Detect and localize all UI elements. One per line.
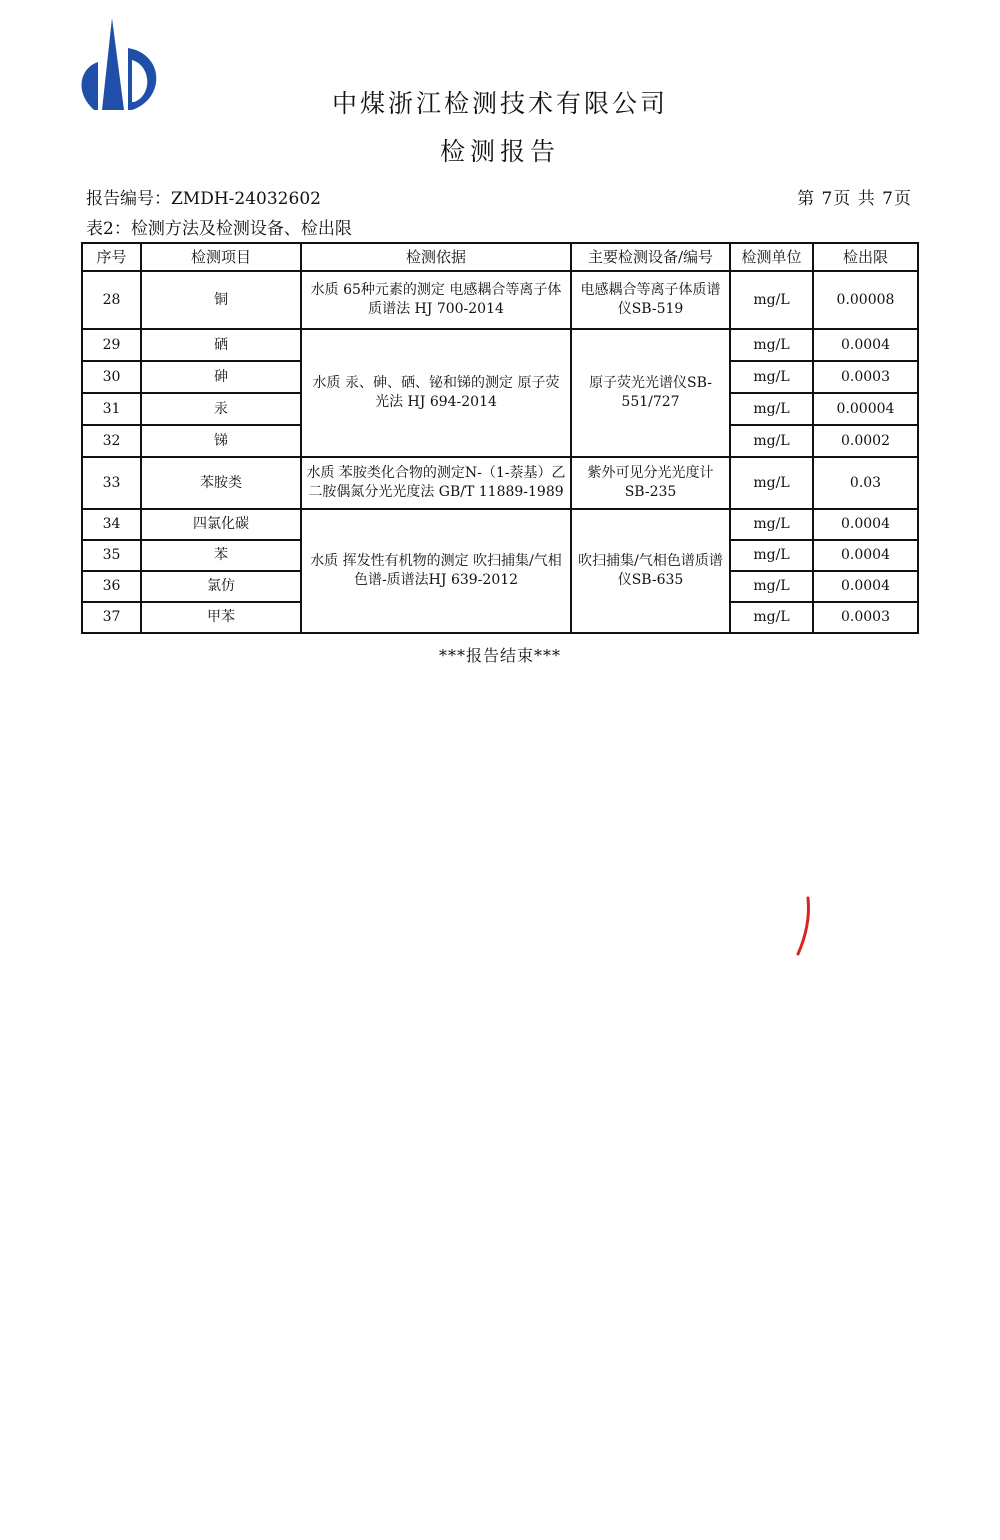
cell-no: 33 bbox=[82, 457, 141, 509]
table-caption: 表2：检测方法及检测设备、检出限 bbox=[86, 219, 352, 239]
cell-item: 氯仿 bbox=[141, 571, 301, 602]
col-header-equipment: 主要检测设备/编号 bbox=[571, 243, 730, 271]
cell-item: 硒 bbox=[141, 329, 301, 361]
cell-limit: 0.0004 bbox=[813, 571, 918, 602]
cell-limit: 0.0002 bbox=[813, 425, 918, 457]
cell-equipment: 紫外可见分光光度计SB-235 bbox=[571, 457, 730, 509]
cell-unit: mg/L bbox=[730, 540, 813, 571]
table-row bbox=[82, 329, 918, 361]
page-indicator: 第 7页 共 7页 bbox=[797, 189, 912, 209]
table-row bbox=[82, 271, 918, 329]
cell-no: 28 bbox=[82, 271, 141, 329]
cell-limit: 0.00004 bbox=[813, 393, 918, 425]
cell-no: 36 bbox=[82, 571, 141, 602]
cell-unit: mg/L bbox=[730, 457, 813, 509]
cell-item: 锑 bbox=[141, 425, 301, 457]
cell-item: 苯胺类 bbox=[141, 457, 301, 509]
cell-unit: mg/L bbox=[730, 425, 813, 457]
table-header-row bbox=[82, 243, 918, 271]
cell-item: 汞 bbox=[141, 393, 301, 425]
col-header-item: 检测项目 bbox=[141, 243, 301, 271]
cell-limit: 0.0003 bbox=[813, 602, 918, 633]
table-row bbox=[82, 457, 918, 509]
cell-no: 34 bbox=[82, 509, 141, 540]
cell-item: 苯 bbox=[141, 540, 301, 571]
col-header-limit: 检出限 bbox=[813, 243, 918, 271]
cell-limit: 0.0003 bbox=[813, 361, 918, 393]
cell-basis: 水质 65种元素的测定 电感耦合等离子体质谱法 HJ 700-2014 bbox=[301, 271, 571, 329]
cell-unit: mg/L bbox=[730, 571, 813, 602]
cell-no: 35 bbox=[82, 540, 141, 571]
company-name: 中煤浙江检测技术有限公司 bbox=[331, 89, 668, 118]
cell-limit: 0.0004 bbox=[813, 329, 918, 361]
cell-basis: 水质 挥发性有机物的测定 吹扫捕集/气相色谱-质谱法HJ 639-2012 bbox=[301, 509, 571, 633]
cell-item: 甲苯 bbox=[141, 602, 301, 633]
col-header-basis: 检测依据 bbox=[301, 243, 571, 271]
cell-unit: mg/L bbox=[730, 271, 813, 329]
cell-no: 29 bbox=[82, 329, 141, 361]
cell-limit: 0.00008 bbox=[813, 271, 918, 329]
cell-unit: mg/L bbox=[730, 509, 813, 540]
cell-limit: 0.03 bbox=[813, 457, 918, 509]
table-row bbox=[82, 509, 918, 540]
cell-limit: 0.0004 bbox=[813, 509, 918, 540]
cell-item: 铜 bbox=[141, 271, 301, 329]
cell-equipment: 电感耦合等离子体质谱仪SB-519 bbox=[571, 271, 730, 329]
report-title: 检测报告 bbox=[439, 137, 560, 166]
cell-unit: mg/L bbox=[730, 361, 813, 393]
cell-no: 32 bbox=[82, 425, 141, 457]
report-end-marker: ***报告结束*** bbox=[438, 646, 561, 665]
col-header-no: 序号 bbox=[82, 243, 141, 271]
cell-no: 37 bbox=[82, 602, 141, 633]
cell-equipment: 原子荧光光谱仪SB-551/727 bbox=[571, 329, 730, 457]
cell-unit: mg/L bbox=[730, 602, 813, 633]
cell-no: 31 bbox=[82, 393, 141, 425]
col-header-unit: 检测单位 bbox=[730, 243, 813, 271]
cell-equipment: 吹扫捕集/气相色谱质谱仪SB-635 bbox=[571, 509, 730, 633]
cell-limit: 0.0004 bbox=[813, 540, 918, 571]
detection-method-table bbox=[81, 242, 919, 634]
cell-no: 30 bbox=[82, 361, 141, 393]
signature-stroke-icon bbox=[792, 894, 814, 958]
cell-unit: mg/L bbox=[730, 393, 813, 425]
cell-basis: 水质 苯胺类化合物的测定N-（1-萘基）乙二胺偶氮分光光度法 GB/T 11889-1989 bbox=[301, 457, 571, 509]
cell-item: 砷 bbox=[141, 361, 301, 393]
cell-item: 四氯化碳 bbox=[141, 509, 301, 540]
cell-basis: 水质 汞、砷、硒、铋和锑的测定 原子荧光法 HJ 694-2014 bbox=[301, 329, 571, 457]
cell-unit: mg/L bbox=[730, 329, 813, 361]
report-number: 报告编号：ZMDH-24032602 bbox=[86, 189, 321, 209]
